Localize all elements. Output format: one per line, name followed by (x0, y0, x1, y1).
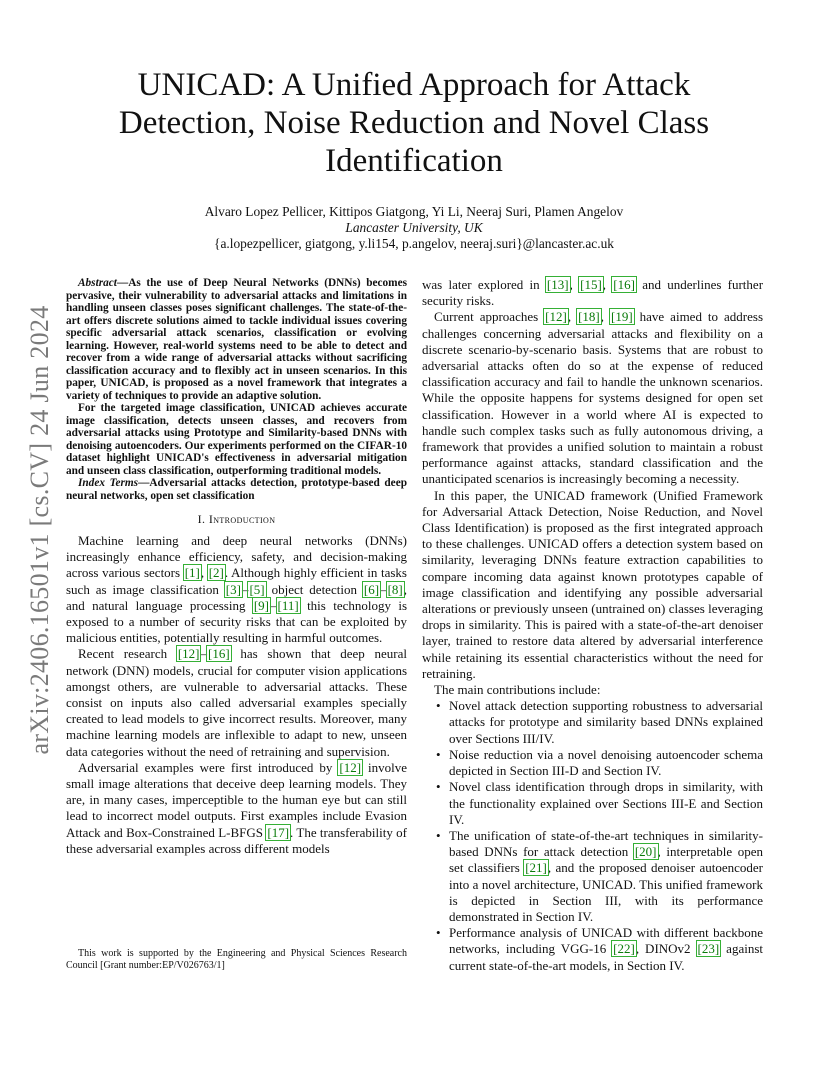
bullet-icon: • (436, 779, 441, 795)
affiliation: Lancaster University, UK (345, 220, 483, 235)
text-run: The unification of state-of-the-art techniques in similarity-based DNNs for attack detection (449, 827, 763, 860)
citation-link[interactable]: [13] (546, 277, 569, 292)
abstract-paragraph: Abstract—As the use of Deep Neural Networks (DNNs) becomes pervasive, their vulnerability to adversarial attacks and limitations in handling unseen classes poses significant challenges. The state-of-the-art offers discrete solutions aimed to tackle individual issues covering specific adversarial attack scenarios, classification or evolving learning. However, real-world systems need to be able to detect and recover from a wide range of adversarial attacks without sacrificing classification accuracy and to flexibly act in unseen scenarios. In this paper, UNICAD, is proposed as a novel framework that integrates a variety of techniques to provide an adaptive solution. (66, 277, 407, 402)
citation-link[interactable]: [11] (277, 597, 299, 613)
citation-link[interactable]: [8] (387, 581, 403, 597)
citation-link[interactable]: [18] (578, 309, 600, 325)
text-run: was later explored in (422, 277, 546, 292)
citation-link[interactable]: [16] (613, 277, 635, 292)
text-run: and underlines further security risks. (422, 277, 764, 309)
body-paragraph (66, 533, 407, 646)
citation-link[interactable]: [5] (249, 581, 265, 597)
author-list: Alvaro Lopez Pellicer, Kittipos Giatgong, Yi Li, Neeraj Suri, Plamen Angelov (204, 204, 624, 219)
index-terms-label: Index Terms (78, 477, 139, 489)
body-paragraph (422, 309, 763, 487)
citation-link[interactable]: [22] (613, 941, 635, 957)
index-terms-text: Adversarial attacks detection, prototype-based deep neural networks, open set classification (66, 477, 407, 502)
arxiv-identifier: arXiv:2406.16501v1 [cs.CV] 24 Jun 2024 (25, 305, 54, 755)
list-item (422, 779, 763, 828)
text-run: , and natural language processing (66, 581, 407, 613)
citation-link[interactable]: [1] (184, 565, 200, 581)
title-line: UNICAD: A Unified Approach for Attack (137, 67, 691, 103)
text-run: have aimed to address challenges concerning adversarial attacks and flexibility on a discrete scenario-by-scenario basis. Systems that are robust to adversarial attacks often do so at the expense of reduced classification accuracy and fail to handle the unknown scenarios. While the opposite happens for systems designed for open set classification. However in a world where AI is expected to handle such complex tasks such as fully autonomous driving, a framework that provides a unified solution to maintain a robust performance against attacks, standard classification and the unanticipated scenarios is increasingly becoming a necessity. (422, 309, 764, 487)
text-run: Recent research (78, 646, 177, 662)
body-paragraph (66, 646, 407, 759)
abstract-label: Abstract (78, 277, 117, 289)
text-run: Novel attack detection supporting robustness to adversarial attacks for prototype and similarity based DNNs explained over Sections III/IV. (449, 698, 763, 746)
text-run: object detection (265, 581, 363, 597)
text-run: . The transferability of these adversarial examples across different models (66, 824, 407, 856)
text-run: , interpretable open set classifiers (449, 844, 763, 876)
right-column (422, 277, 763, 974)
section-number: I. (197, 512, 206, 526)
citation-link[interactable]: [23] (697, 941, 720, 957)
index-terms: Index Terms—Adversarial attacks detection, prototype-based deep neural networks, open set classification (66, 477, 407, 502)
text-run: , and the proposed denoiser autoencoder into a novel architecture, UNICAD. This unified framework is depicted in Section III, with its performance demonstrated in Section IV. (449, 860, 763, 924)
text-run: – (200, 646, 207, 662)
text-run: . Although highly efficient in tasks such as image classification (66, 565, 407, 597)
text-run: , (602, 277, 613, 292)
citation-link[interactable]: [2] (208, 565, 224, 581)
citation-link[interactable]: [12] (177, 646, 200, 662)
text-run: Machine learning and deep neural networks (DNNs) increasingly enhance efficiency, safety, and decision-making across various sectors (66, 533, 407, 581)
text-run: – (270, 597, 277, 613)
citation-link[interactable]: [19] (611, 309, 633, 325)
citation-link[interactable]: [21] (525, 860, 547, 876)
title-line: Detection, Noise Reduction and Novel Class (118, 105, 710, 141)
text-run: , (569, 277, 580, 292)
author-emails: {a.lopezpellicer, giatgong, y.li154, p.angelov, neeraj.suri}@lancaster.ac.uk (214, 236, 614, 251)
text-run: involve small image alterations that deceive deep learning models. They are, in many cases, imperceptible to the human eye but can still lead to incorrect model outputs. First examples include Evasion Attack and Box-Constrained L-BFGS (66, 759, 407, 840)
bullet-icon: • (436, 925, 441, 941)
text-run: this technology is exposed to a number of security risks that can be exploited by malicious entities, potentially resulting in harmful outcomes. (66, 597, 408, 646)
list-item (422, 925, 763, 974)
text-run: Noise reduction via a novel denoising autoencoder schema depicted in Section III-D and Section IV. (449, 746, 763, 779)
contributions-list (422, 698, 763, 973)
body-paragraph (66, 760, 407, 857)
text-run: Performance analysis of UNICAD with different backbone networks, including VGG-16 (449, 925, 763, 957)
list-item (422, 747, 763, 779)
list-item (422, 698, 763, 747)
text-run: against current state-of-the-art models, in Section IV. (449, 941, 763, 973)
text-run: – (241, 581, 249, 597)
text-run: Novel class identification through drops in similarity, with the functionality explained over Sections III-E and Section IV. (449, 779, 763, 827)
citation-link[interactable]: [12] (339, 759, 362, 775)
text-run: , DINOv2 (635, 941, 697, 957)
section-title: Introduction (208, 512, 276, 526)
citation-link[interactable]: [12] (545, 309, 567, 325)
text-run: has shown that deep neural network (DNN) models, crucial for computer vision applications amongst others, are vulnerable to adversarial attacks. These consist on inputs also called adversarial examples specially created to lead models to give incorrect results. Moreover, many machine learning models are inflexible to adapt to new, unseen data categories without the need of retraining and supervision. (66, 646, 407, 759)
citation-link[interactable]: [17] (267, 824, 290, 840)
citation-link[interactable]: [20] (634, 844, 657, 860)
section-heading (66, 512, 407, 527)
citation-link[interactable]: [9] (253, 597, 270, 613)
text-run: , (600, 309, 610, 325)
bullet-icon: • (436, 698, 441, 714)
bullet-icon: • (436, 746, 441, 762)
body-paragraph: In this paper, the UNICAD framework (Unified Framework for Adversarial Attack Detection, Noise Reduction, and Novel Class Identification) is proposed as the first integrated approach to these challenges. UNICAD offers a detection system based on similarity, leveraging DNNs feature extraction capabilities to compare incoming data against known prototypes capable of image classification and identifying any possible adversarial alterations or previously unseen (untrained on) classes leveraging drops in similarity. This is paired with a state-of-the-art denoiser layer, trained to restore data altered by adversarial interference while retaining its essential characteristics without the need for retraining. (422, 487, 763, 681)
citation-link[interactable]: [15] (580, 277, 602, 292)
abstract-text: As the use of Deep Neural Networks (DNNs) becomes pervasive, their vulnerability to adversarial attacks and limitations in handling unseen classes poses significant challenges. The state-of-the-art offers discrete solutions aimed to tackle individual issues covering specific adversarial attack scenarios, classification or evolving learning. However, real-world systems need to be able to detect and recover from a wide range of adversarial attacks without sacrificing classification accuracy and to flexibly act in unseen scenarios. In this paper, UNICAD, is proposed as a novel framework that integrates a variety of techniques to provide an adaptive solution. (66, 277, 407, 402)
citation-link[interactable]: [6] (363, 581, 380, 597)
arxiv-sidebar (20, 290, 60, 770)
bullet-icon: • (436, 827, 441, 843)
text-run: – (380, 581, 387, 597)
left-column (66, 277, 407, 857)
list-item (422, 828, 763, 925)
text-run: , (200, 565, 208, 581)
contributions-intro: The main contributions include: (434, 682, 601, 698)
funding-footnote: This work is supported by the Engineering and Physical Sciences Research Council [Grant number:EP/V026763/1] (66, 948, 407, 971)
title-line: Identification (325, 143, 503, 179)
text-run: Adversarial examples were first introduced by (78, 759, 339, 775)
body-paragraph (422, 277, 763, 309)
abstract-paragraph: For the targeted image classification, UNICAD achieves accurate image classification, detects unseen classes, and recovers from adversarial attacks using Prototype and Similarity-based DNNs with denoising autoencoders. Our experiments performed on the CIFAR-10 dataset highlight UNICAD's effectiveness in adversarial mitigation and unseen class classification, outperforming traditional models. (66, 402, 407, 477)
citation-link[interactable]: [16] (207, 646, 230, 662)
paper-title (90, 66, 738, 180)
citation-link[interactable]: [3] (225, 581, 241, 597)
text-run: Current approaches (434, 309, 545, 325)
text-run: , (567, 309, 578, 325)
